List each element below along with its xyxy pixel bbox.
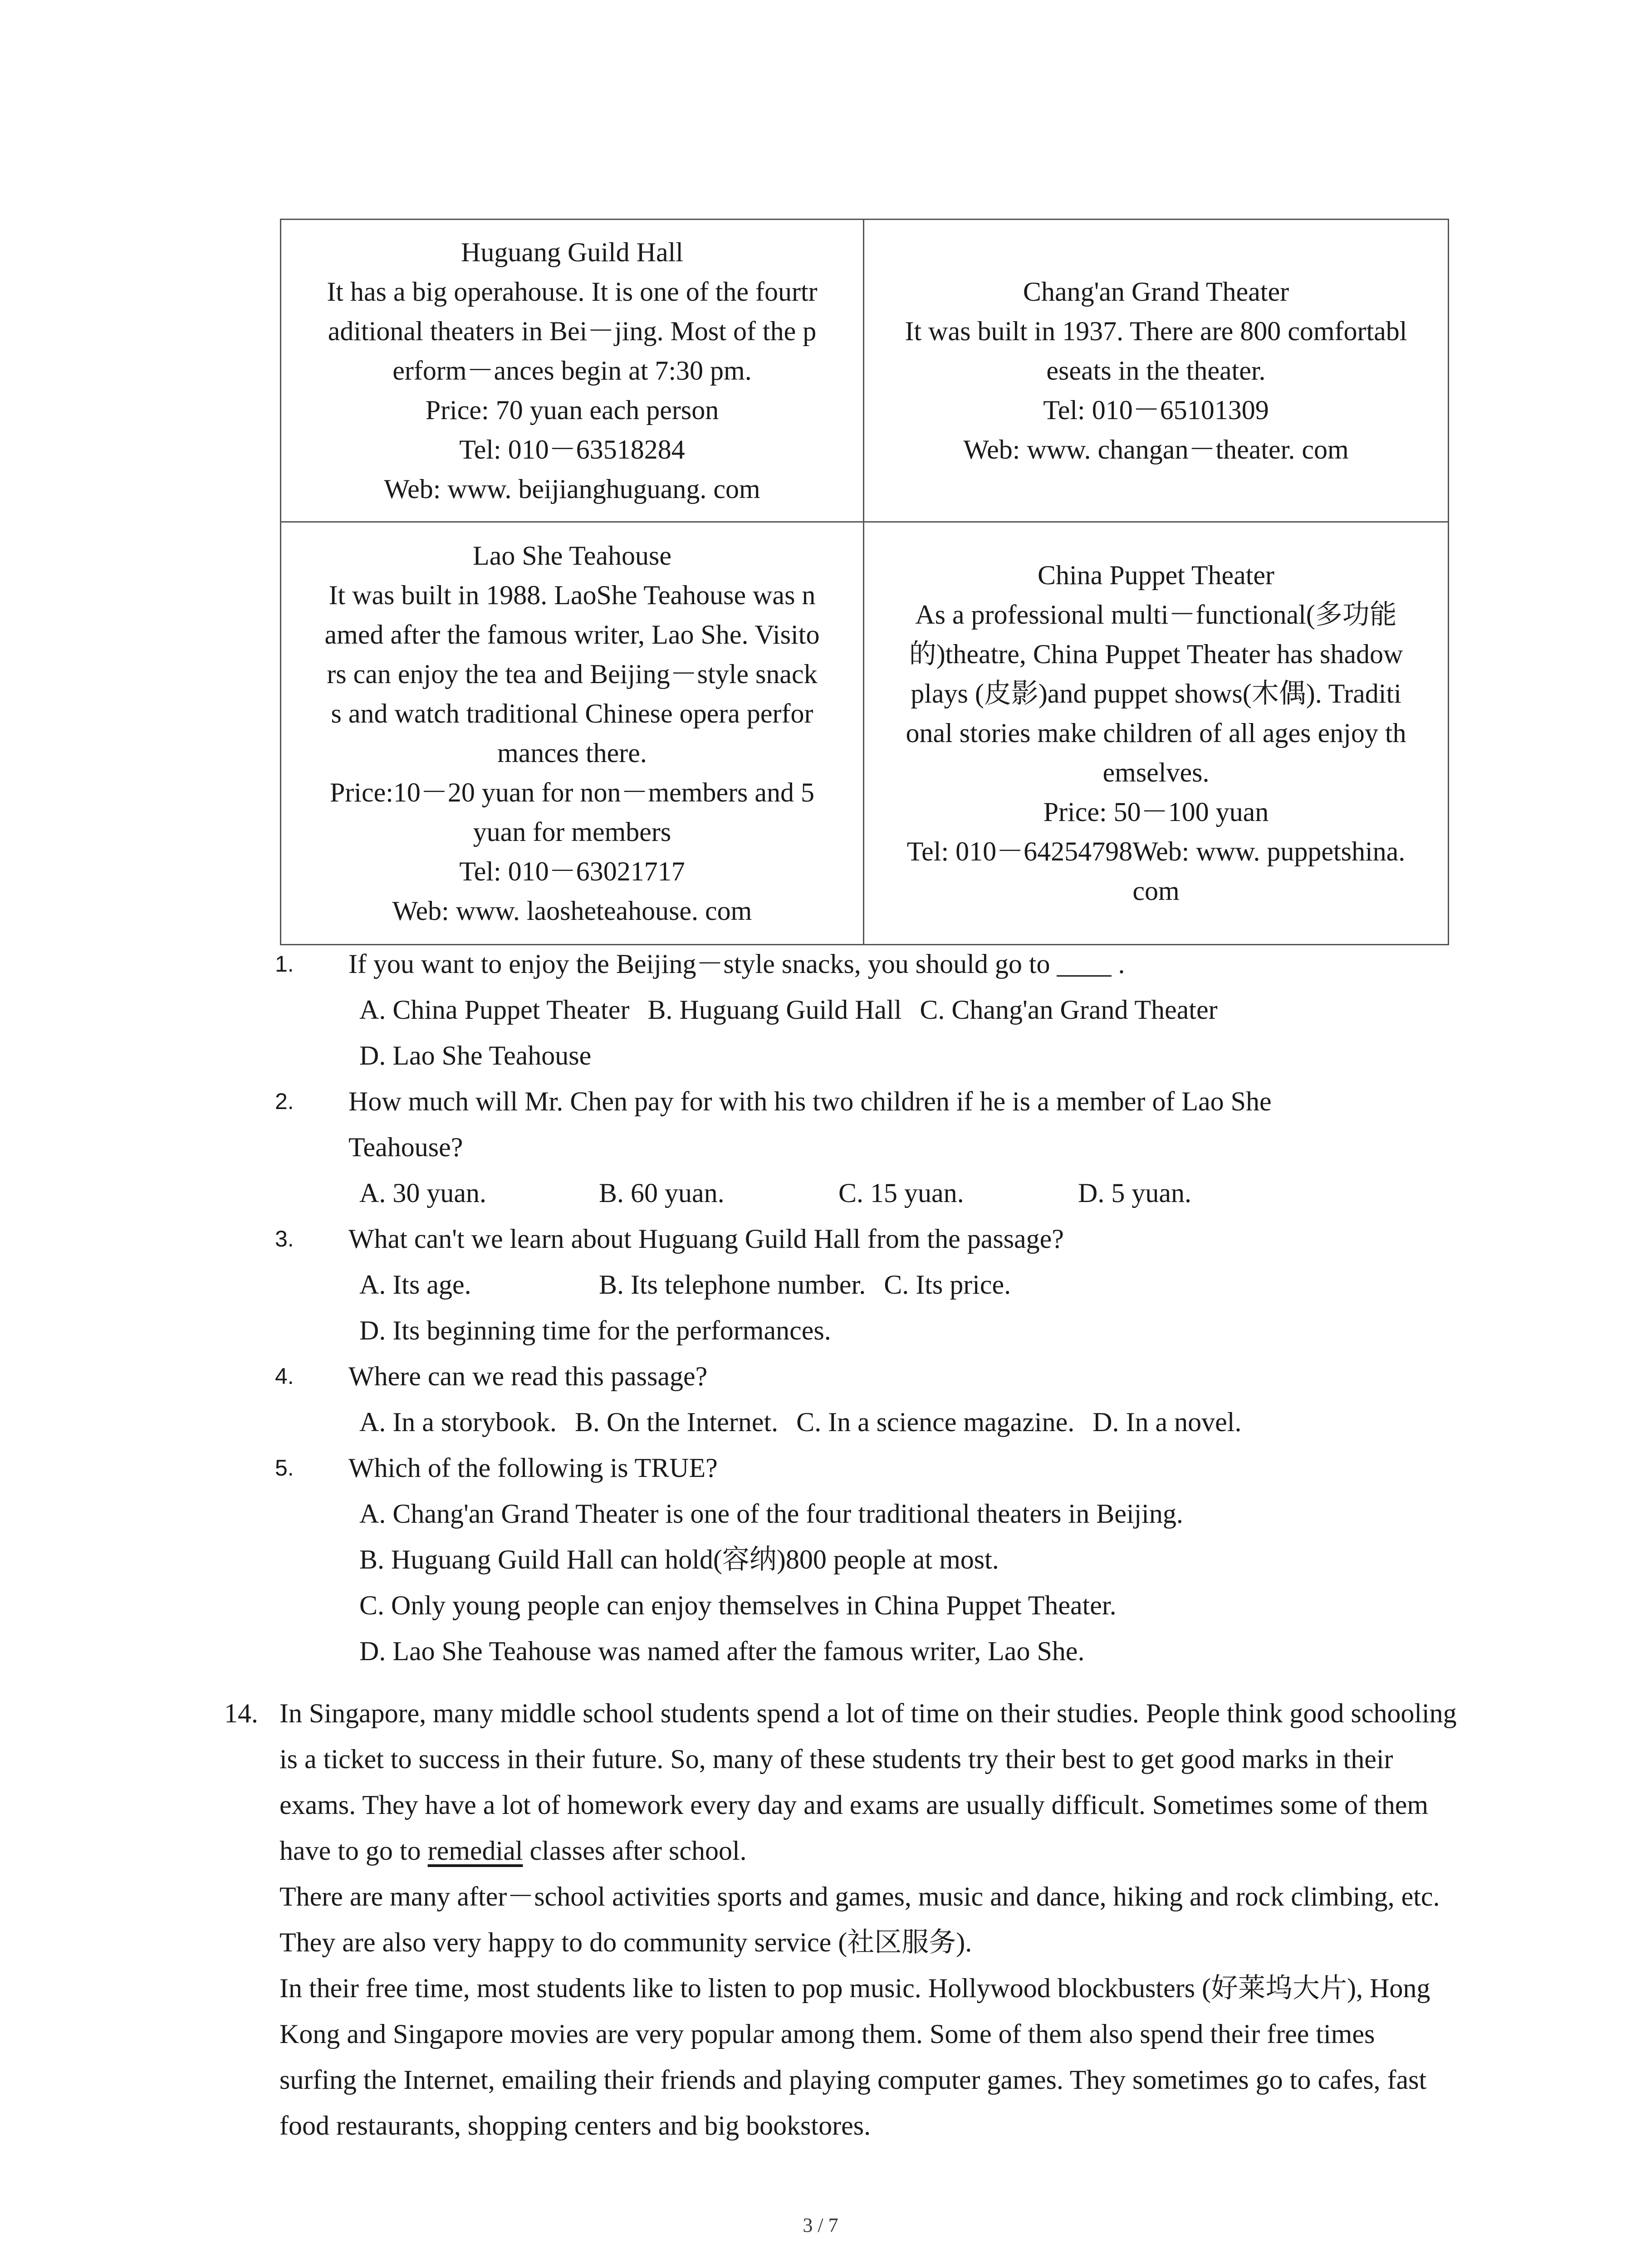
venue-price: Price: 70 yuan each person bbox=[425, 395, 719, 425]
passage-14 bbox=[224, 1691, 1458, 2149]
venue-name: Chang'an Grand Theater bbox=[1023, 276, 1289, 307]
venue-cell-puppet bbox=[864, 522, 1449, 945]
option-row bbox=[359, 1308, 1452, 1354]
option-c: C. Only young people can enjoy themselves in China Puppet Theater. bbox=[359, 1590, 1117, 1620]
venue-text: aditional theaters in Bei－jing. Most of the p bbox=[328, 316, 817, 346]
question-1 bbox=[272, 941, 1452, 1079]
question-4 bbox=[272, 1354, 1452, 1445]
venue-web: Web: www. changan－theater. com bbox=[963, 434, 1349, 464]
venue-cell-laoshe bbox=[281, 522, 864, 945]
venue-text: It was built in 1988. LaoShe Teahouse was n bbox=[328, 580, 816, 610]
venue-text: It was built in 1937. There are 800 comfortabl bbox=[905, 316, 1407, 346]
venue-price: Price: 50－100 yuan bbox=[1043, 797, 1269, 827]
venue-text: emselves. bbox=[1102, 758, 1210, 787]
passage-paragraph-3: In their free time, most students like to listen to pop music. Hollywood blockbusters (好莱坞大片), Hong Kong and Singapore movies are very popular among them. Some of them also spend their free times surfing the Internet, emailing their friends and playing computer games. They sometimes go to cafes, fast food restaurants, shopping centers and big bookstores. bbox=[279, 1973, 1430, 2141]
venue-text: eseats in the theater. bbox=[1046, 355, 1266, 386]
option-c: C. Chang'an Grand Theater bbox=[920, 995, 1218, 1025]
option-b: B. 60 yuan. bbox=[599, 1178, 725, 1208]
option-a: A. 30 yuan. bbox=[359, 1178, 486, 1208]
question-stem-continued: Teahouse? bbox=[348, 1132, 463, 1162]
question-3 bbox=[272, 1216, 1452, 1354]
venue-text: s and watch traditional Chinese opera perfor bbox=[331, 698, 813, 728]
question-5 bbox=[272, 1445, 1452, 1674]
venue-price: yuan for members bbox=[473, 816, 671, 847]
paragraph-text: In Singapore, many middle school students spend a lot of time on their studies. People think good schooling is a ticket to success in their future. So, many of these students try their best to get good marks in their exams. They have a lot of homework every day and exams are usually difficult. Sometimes some of them have to go to bbox=[279, 1698, 1457, 1866]
option-b: B. Huguang Guild Hall can hold(容纳)800 people at most. bbox=[359, 1545, 999, 1574]
passage-number: 14. bbox=[224, 1698, 258, 1728]
option-b: B. Huguang Guild Hall bbox=[647, 995, 902, 1025]
option-row bbox=[359, 987, 1452, 1033]
venue-tel: Tel: 010－65101309 bbox=[1043, 395, 1269, 425]
question-number: 2. bbox=[275, 1089, 294, 1114]
option-d: D. Lao She Teahouse bbox=[359, 1041, 592, 1070]
venue-web: Web: www. beijianghuguang. com bbox=[384, 474, 760, 504]
venue-price: Price:10－20 yuan for non－members and 5 bbox=[329, 777, 815, 807]
venue-name: China Puppet Theater bbox=[1037, 560, 1275, 590]
option-d: D. Lao She Teahouse was named after the famous writer, Lao She. bbox=[359, 1636, 1085, 1666]
venue-cell-changan bbox=[864, 220, 1449, 522]
question-stem: Where can we read this passage? bbox=[348, 1361, 708, 1391]
question-number: 5. bbox=[275, 1455, 294, 1481]
option-c: C. 15 yuan. bbox=[838, 1178, 964, 1208]
passage-paragraph-1 bbox=[279, 1691, 1458, 1874]
question-number: 1. bbox=[275, 951, 294, 977]
venue-web: com bbox=[1132, 876, 1180, 906]
venue-text: It has a big operahouse. It is one of the fourtr bbox=[327, 276, 818, 307]
option-d: D. In a novel. bbox=[1092, 1407, 1242, 1437]
option-row bbox=[359, 1262, 1452, 1308]
venue-table bbox=[280, 219, 1449, 945]
venue-tel: Tel: 010－63021717 bbox=[459, 856, 685, 886]
option-a: A. Chang'an Grand Theater is one of the four traditional theaters in Beijing. bbox=[359, 1499, 1183, 1529]
question-number: 3. bbox=[275, 1226, 294, 1251]
question-list bbox=[272, 941, 1452, 1674]
question-stem: How much will Mr. Chen pay for with his two children if he is a member of Lao She bbox=[348, 1086, 1272, 1116]
question-stem: What can't we learn about Huguang Guild Hall from the passage? bbox=[348, 1224, 1064, 1254]
venue-text: 的)theatre, China Puppet Theater has shadow bbox=[909, 639, 1403, 669]
venue-web: Web: www. laosheteahouse. com bbox=[392, 895, 752, 926]
venue-name: Lao She Teahouse bbox=[473, 540, 671, 571]
venue-text: onal stories make children of all ages enjoy th bbox=[906, 718, 1406, 748]
option-a: A. Its age. bbox=[359, 1270, 471, 1300]
option-b: B. On the Internet. bbox=[574, 1407, 779, 1437]
venue-text: erform－ances begin at 7:30 pm. bbox=[392, 355, 752, 386]
question-stem: Which of the following is TRUE? bbox=[348, 1453, 718, 1483]
passage-paragraph-2: There are many after－school activities sports and games, music and dance, hiking and rock climbing, etc. They are also very happy to do community service (社区服务). bbox=[279, 1882, 1440, 1957]
venue-text: As a professional multi－functional(多功能 bbox=[915, 600, 1397, 630]
option-row bbox=[359, 1033, 1452, 1079]
option-c: C. In a science magazine. bbox=[796, 1407, 1075, 1437]
question-number: 4. bbox=[275, 1364, 294, 1389]
option-row bbox=[359, 1399, 1452, 1445]
venue-text: amed after the famous writer, Lao She. Visito bbox=[324, 619, 820, 650]
question-stem: If you want to enjoy the Beijing－style snacks, you should go to ____ . bbox=[348, 949, 1125, 979]
question-2 bbox=[272, 1079, 1452, 1216]
option-a: A. China Puppet Theater bbox=[359, 995, 630, 1025]
venue-text: rs can enjoy the tea and Beijing－style snack bbox=[327, 659, 818, 689]
option-row bbox=[359, 1170, 1452, 1216]
venue-cell-huguang bbox=[281, 220, 864, 522]
option-b: B. Its telephone number. bbox=[599, 1270, 866, 1300]
paragraph-text: classes after school. bbox=[523, 1836, 747, 1866]
option-c: C. Its price. bbox=[884, 1270, 1011, 1300]
venue-tel: Tel: 010－64254798Web: www. puppetshina. bbox=[906, 836, 1406, 866]
venue-text: mances there. bbox=[497, 738, 647, 768]
underlined-word: remedial bbox=[427, 1836, 523, 1866]
page-number: 3 / 7 bbox=[803, 2214, 838, 2236]
venue-name: Huguang Guild Hall bbox=[461, 237, 683, 267]
venue-text: plays (皮影)and puppet shows(木偶). Traditi bbox=[911, 679, 1401, 709]
venue-tel: Tel: 010－63518284 bbox=[459, 434, 685, 464]
option-a: A. In a storybook. bbox=[359, 1407, 557, 1437]
option-d: D. Its beginning time for the performances. bbox=[359, 1315, 831, 1345]
passage-body bbox=[279, 1691, 1458, 2149]
option-d: D. 5 yuan. bbox=[1078, 1178, 1191, 1208]
